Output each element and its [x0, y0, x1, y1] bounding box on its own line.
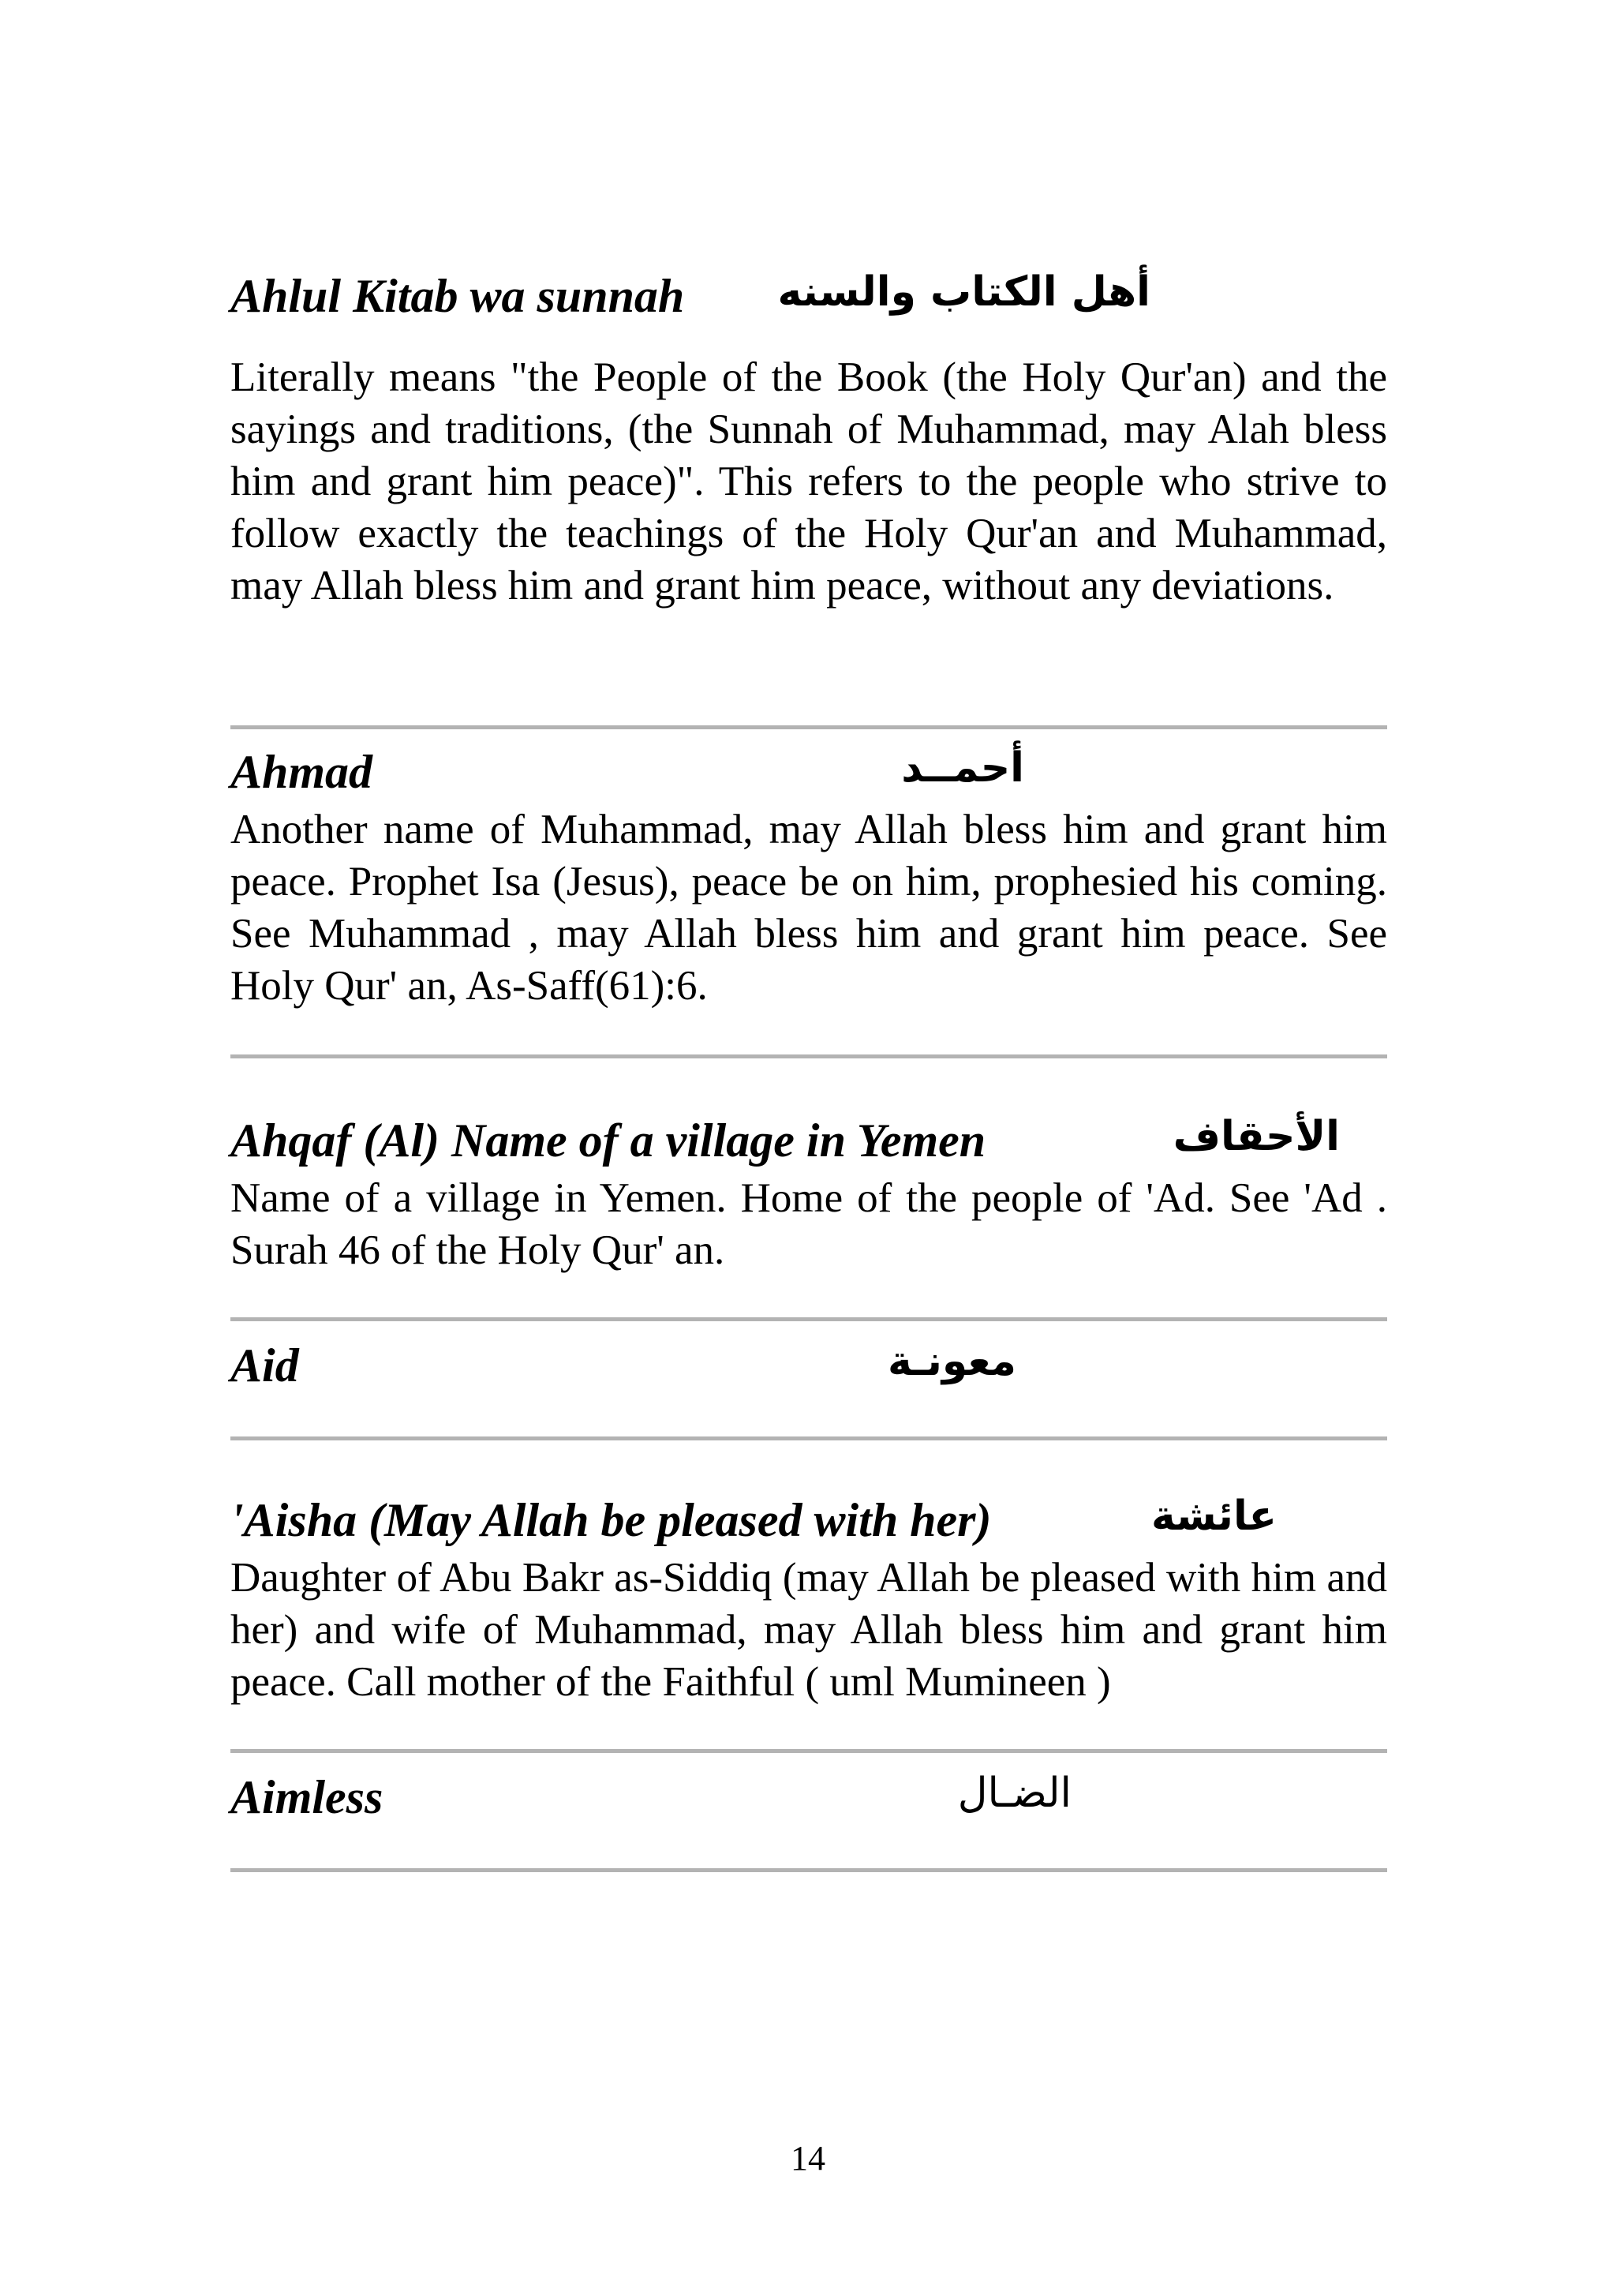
entry-arabic-term: الأحقاف — [1173, 1113, 1340, 1160]
entry-heading — [230, 740, 1387, 803]
glossary-entry — [230, 1334, 1387, 1397]
entry-definition: Daughter of Abu Bakr as-Siddiq (may Allah be pleased with him and her) and wife of Muhammad, may Allah bless him and grant him peace. Call mother of the Faithful ( uml Mumineen ) — [230, 1555, 1387, 1705]
entry-divider — [230, 1868, 1387, 1872]
entry-divider — [230, 1749, 1387, 1753]
glossary-entry — [230, 1109, 1387, 1276]
entry-arabic-term: معونـة — [888, 1338, 1016, 1385]
entry-term: Ahlul Kitab wa sunnah — [230, 270, 685, 322]
entry-arabic-term: الضـال — [957, 1770, 1072, 1817]
page-number: 14 — [791, 2139, 825, 2178]
entry-divider — [230, 725, 1387, 729]
entry-arabic-term: أحمــد — [901, 744, 1024, 792]
entry-divider — [230, 1436, 1387, 1440]
entry-heading — [230, 1489, 1387, 1552]
entry-term: 'Aisha (May Allah be pleased with her) — [230, 1494, 992, 1546]
entry-definition: Literally means "the People of the Book (the Holy Qur'an) and the sayings and traditions, (the Sunnah of Muhammad, may Alah bless him and grant him peace)". This refers to the people who strive to follow exactly the teachings of the Holy Qur'an and Muhammad, may Allah bless him and grant him peace, without any deviations. — [230, 354, 1387, 609]
entry-definition: Another name of Muhammad, may Allah bless him and grant him peace. Prophet Isa (Jesus), peace be on him, prophesied his coming. See Muhammad , may Allah bless him and grant him peace. See Holy Qur' an, As-Saff(61):6. — [230, 807, 1387, 1009]
glossary-entry — [230, 264, 1387, 612]
entry-divider — [230, 1054, 1387, 1058]
document-page — [230, 0, 1387, 2296]
entry-arabic-term: عائشة — [1150, 1493, 1277, 1540]
entry-term: Ahqaf (Al) Name of a village in Yemen — [230, 1114, 986, 1167]
entry-arabic-term: أهل الكتاب والسنه — [777, 268, 1150, 316]
entry-definition: Name of a village in Yemen. Home of the people of 'Ad. See 'Ad . Surah 46 of the Holy Qur' an. — [230, 1175, 1387, 1273]
entry-term: Aimless — [230, 1771, 383, 1823]
entry-term: Aid — [230, 1339, 299, 1391]
entry-heading — [230, 1109, 1387, 1172]
entry-heading — [230, 1334, 1387, 1397]
entry-term: Ahmad — [230, 746, 373, 798]
glossary-entry — [230, 1489, 1387, 1708]
entry-heading — [230, 1766, 1387, 1829]
glossary-entry — [230, 740, 1387, 1012]
glossary-entry — [230, 1766, 1387, 1829]
entry-heading — [230, 264, 1387, 328]
entry-divider — [230, 1317, 1387, 1321]
